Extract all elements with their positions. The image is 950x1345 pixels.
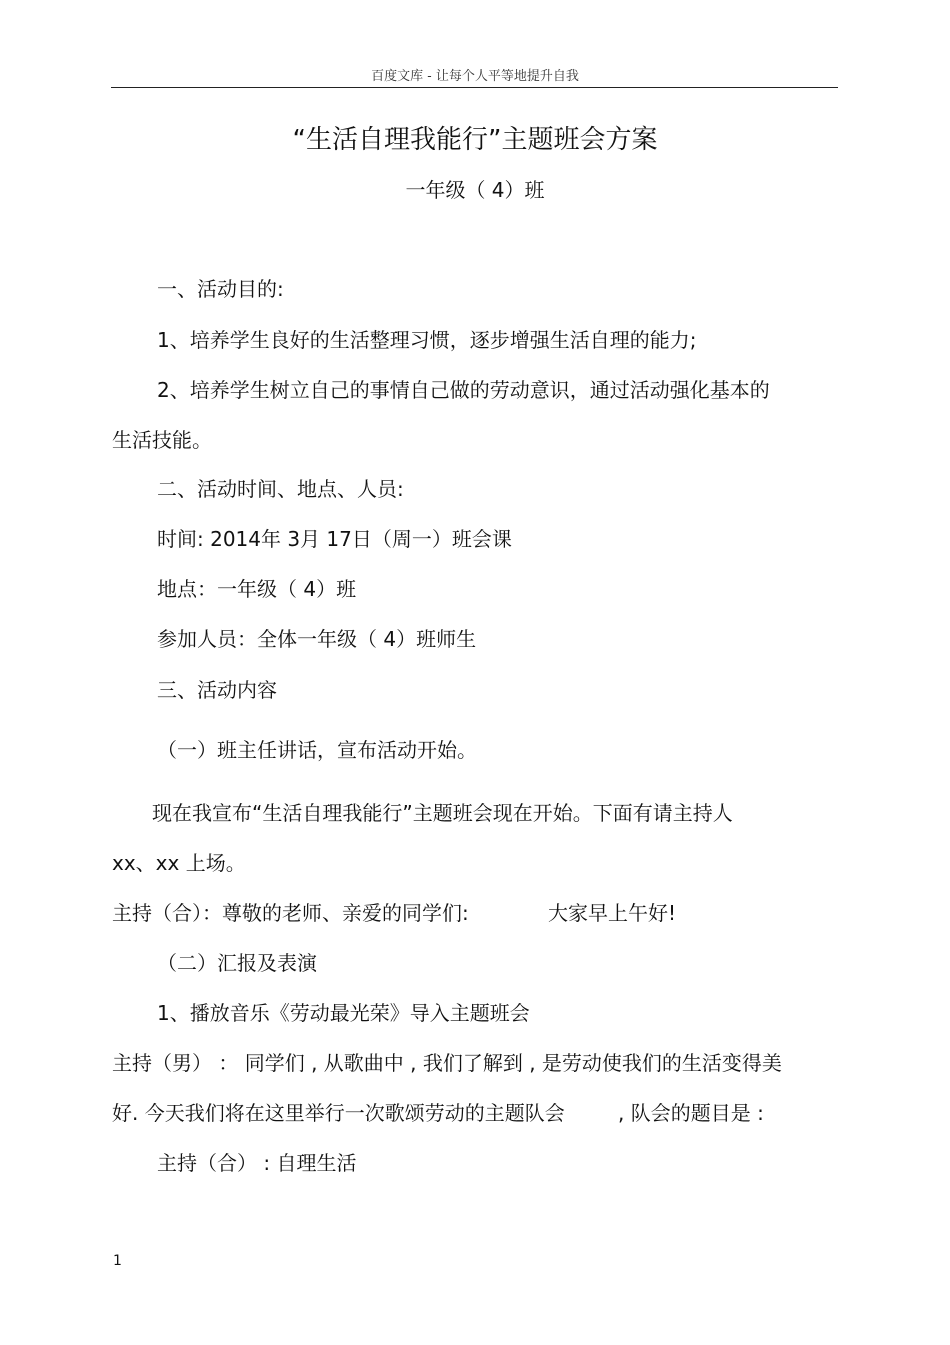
report-item-1: 1、播放音乐《劳动最光荣》导入主题班会	[157, 1001, 530, 1025]
host-male-line-end: , 队会的题目是 :	[618, 1101, 764, 1125]
page-header-text: 百度文库 - 让每个人平等地提升自我	[371, 69, 579, 84]
document-title: “生活自理我能行”主题班会方案	[292, 125, 658, 155]
host-together-line: 主持（合） : 自理生活	[157, 1151, 357, 1175]
section-heading-content: 三、活动内容	[157, 678, 277, 702]
place-line: 地点：一年级（ 4）班	[157, 577, 357, 601]
host-male-line-continued: 好. 今天我们将在这里举行一次歌颂劳动的主题队会	[112, 1101, 565, 1125]
section-heading-purpose: 一、活动目的:	[157, 277, 284, 301]
page-number: 1	[113, 1253, 122, 1269]
host-greeting-line: 主持（合）：尊敬的老师、亲爱的同学们:	[112, 901, 469, 925]
opening-paragraph: 现在我宣布“生活自理我能行”主题班会现在开始。下面有请主持人	[152, 801, 733, 825]
opening-paragraph-continued: xx、xx 上场。	[112, 851, 246, 875]
subsection-heading-opening: （一）班主任讲话，宣布活动开始。	[157, 738, 477, 762]
purpose-item-2: 2、培养学生树立自己的事情自己做的劳动意识，通过活动强化基本的	[157, 378, 770, 402]
purpose-item-1: 1、培养学生良好的生活整理习惯，逐步增强生活自理的能力;	[157, 328, 697, 352]
time-line: 时间: 2014年 3月 17日（周一）班会课	[157, 527, 512, 551]
subsection-heading-report: （二）汇报及表演	[157, 951, 317, 975]
page-header-rule	[111, 87, 838, 88]
host-greeting-line-end: 大家早上午好!	[548, 901, 677, 925]
participants-line: 参加人员：全体一年级（ 4）班师生	[157, 627, 477, 651]
host-male-line: 主持（男） ： 同学们 , 从歌曲中 , 我们了解到 , 是劳动使我们的生活变得美	[112, 1051, 782, 1075]
purpose-item-2-continued: 生活技能。	[112, 428, 212, 452]
document-subtitle: 一年级（ 4）班	[405, 178, 545, 202]
section-heading-time-place: 二、活动时间、地点、人员:	[157, 477, 404, 501]
